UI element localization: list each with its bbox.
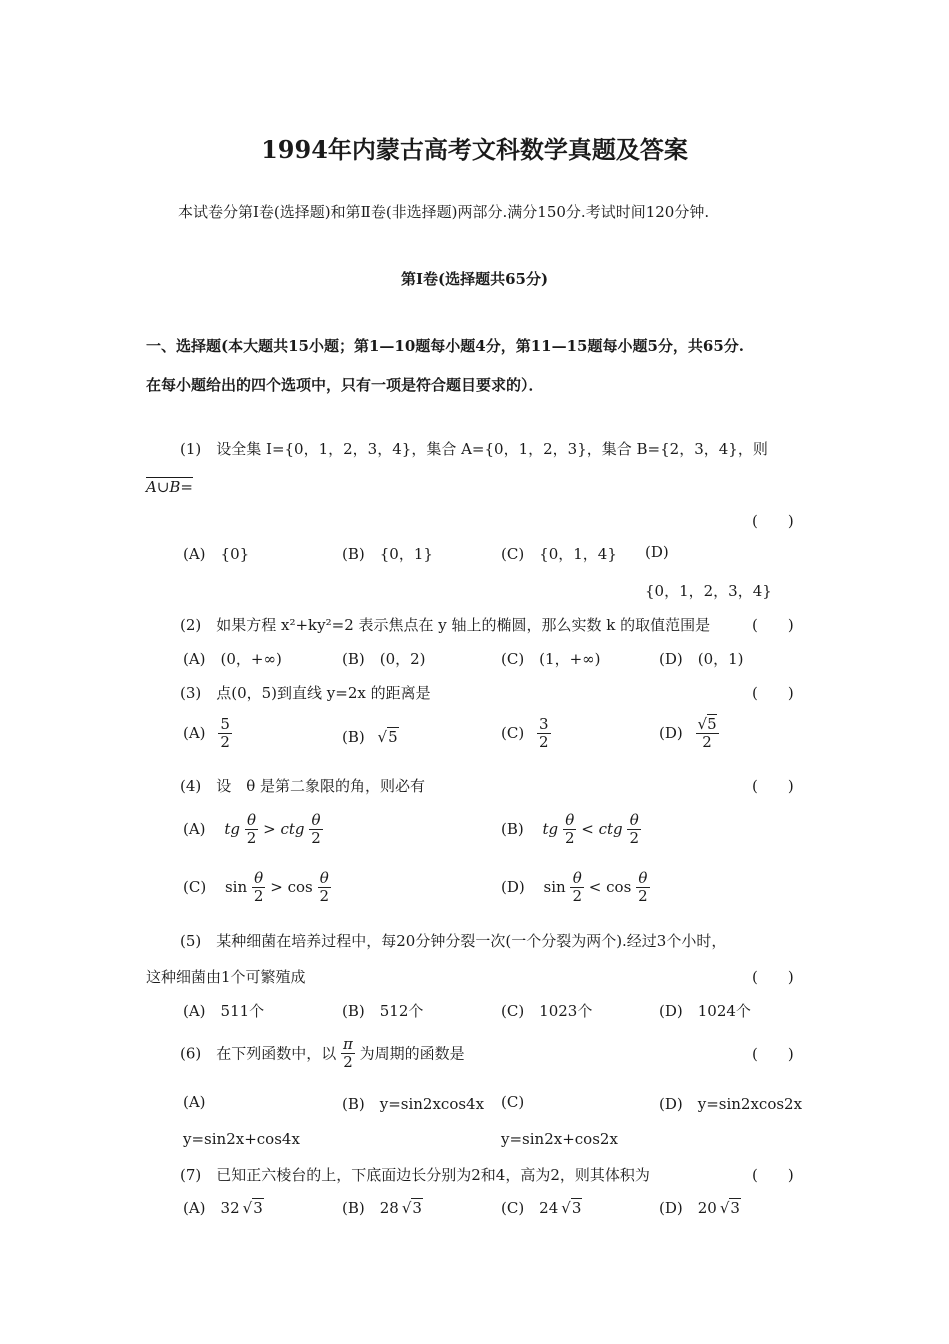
q1-set-expr: A∪B= [146,478,193,496]
fraction-denominator: 2 [564,828,575,847]
q7-answer-bracket: ( ) [752,1166,794,1184]
q6-stem [180,1036,465,1070]
greater-than-sign: > [263,820,276,838]
q7-option-d [659,1197,741,1218]
q3-option-c-fraction [537,716,551,750]
q1-stem: (1) 设全集 I={0，1，2，3，4}，集合 A={0，1，2，3}，集合 B={2，3，4}，则 [180,440,768,458]
q3-option-b [342,728,399,746]
sqrt-symbol: √3 [242,1199,263,1217]
q4-option-a [183,812,323,846]
fraction-numerator: θ [245,812,259,830]
q5-stem-cont: 这种细菌由1个可繁殖成 [146,968,306,986]
q4-option-b [501,812,641,846]
q1-option-b: (B) {0，1} [342,545,433,563]
q3-option-a [183,716,232,750]
q3-option-a-fraction [218,716,232,750]
q6-answer-bracket: ( ) [752,1045,794,1063]
ctg-function: ctg [280,820,305,838]
fraction-denominator: 2 [246,828,257,847]
q4-option-c [183,870,331,904]
part-heading: 第Ⅰ卷(选择题共65分) [400,270,549,288]
q5-option-c: (C) 1023个 [501,1002,593,1020]
theta-half-fraction [309,812,323,846]
q2-stem: (2) 如果方程 x²+ky²=2 表示焦点在 y 轴上的椭圆，那么实数 k 的取值范围是 [180,616,711,634]
intro-text: 本试卷分第Ⅰ卷(选择题)和第Ⅱ卷(非选择题)两部分.满分150分.考试时间120分钟. [178,203,710,221]
q7-option-d-label: (D) 20 [659,1199,717,1217]
q5-option-d: (D) 1024个 [659,1002,751,1020]
theta-half-fraction [245,812,259,846]
fraction-numerator: θ [252,870,266,888]
section-heading-cont: 在每小题给出的四个选项中，只有一项是符合题目要求的）． [146,376,544,394]
q7-option-a-label: (A) 32 [183,1199,240,1217]
q2-option-c: (C) (1，+∞) [501,650,601,668]
fraction-numerator: θ [570,870,584,888]
radicand: 3 [571,1199,582,1217]
fraction-numerator: θ [636,870,650,888]
q4-option-a-label: (A) [183,820,206,838]
fraction-denominator: 2 [638,886,648,905]
q4-option-d-label: (D) [501,878,525,896]
sqrt-symbol: √3 [401,1199,422,1217]
q4-answer-bracket: ( ) [752,777,794,795]
sqrt-symbol: √3 [561,1199,582,1217]
fraction-numerator: θ [563,812,577,830]
q3-stem: (3) 点(0，5)到直线 y=2x 的距离是 [180,684,431,702]
q2-option-d: (D) (0，1) [659,650,744,668]
radicand: 5 [388,728,398,746]
radicand: 5 [707,715,717,733]
q3-option-a-label: (A) [183,724,206,742]
fraction-numerator: π [343,1035,353,1053]
q3-option-d-fraction [696,716,719,750]
q1-option-d-value: {0，1，2，3，4} [645,582,772,600]
fraction-denominator: 2 [220,732,230,751]
q1-option-c: (C) {0，1，4} [501,545,617,563]
fraction-denominator: 2 [629,828,639,847]
less-than-sign: < [581,820,594,838]
fraction-denominator: 2 [702,732,712,751]
q3-option-d [659,716,719,750]
radicand: 3 [253,1199,263,1217]
fraction-numerator: 5 [220,715,230,733]
q1-option-a: (A) {0} [183,545,250,563]
q1-answer-bracket: ( ) [752,512,794,530]
radicand: 3 [412,1199,422,1217]
q5-answer-bracket: ( ) [752,968,794,986]
q3-answer-bracket: ( ) [752,684,794,702]
fraction-numerator: √5 [697,715,717,733]
theta-half-fraction [636,870,650,904]
q2-answer-bracket: ( ) [752,616,794,634]
cos-function: cos [606,878,632,896]
theta-half-fraction [563,812,577,846]
fraction-numerator: θ [318,870,332,888]
sqrt-symbol: √3 [719,1199,740,1217]
fraction-numerator: θ [309,812,323,830]
q7-option-a [183,1197,264,1218]
fraction-denominator: 2 [572,886,582,905]
q7-stem: (7) 已知正六棱台的上，下底面边长分别为2和4，高为2，则其体积为 [180,1166,650,1184]
q3-option-c-label: (C) [501,724,525,742]
q6-option-a: (A) [183,1093,206,1111]
less-than-sign: < [588,878,602,896]
q6-option-b: (B) y=sin2xcos4x [342,1095,485,1113]
ctg-function: ctg [598,820,623,838]
q6-option-c: (C) [501,1093,525,1111]
q6-stem-pre: (6) 在下列函数中，以 [180,1044,337,1063]
pi-half-fraction [341,1036,355,1070]
fraction-denominator: 2 [319,886,330,905]
q7-option-c-label: (C) 24 [501,1199,559,1217]
cos-function: cos [287,878,313,896]
q1-stem-expr [146,478,193,496]
page-title: 1994年内蒙古高考文科数学真题及答案 [261,135,688,164]
q2-option-a: (A) (0，+∞) [183,650,282,668]
theta-half-fraction [570,870,584,904]
tg-function: tg [224,820,240,838]
q5-option-a: (A) 511个 [183,1002,265,1020]
greater-than-sign: > [270,878,283,896]
q4-stem: (4) 设 θ 是第二象限的角，则必有 [180,777,426,795]
q5-stem: (5) 某种细菌在培养过程中，每20分钟分裂一次(一个分裂为两个).经过3个小时， [180,932,727,950]
q5-option-b: (B) 512个 [342,1002,424,1020]
sqrt-symbol: √5 [377,728,398,746]
fraction-numerator: 3 [538,715,549,733]
q1-option-d: (D) [645,543,669,561]
section-heading: 一、选择题(本大题共15小题；第1—10题每小题4分，第11—15题每小题5分，共65分. [146,337,745,355]
fraction-denominator: 2 [311,828,321,847]
q6-option-d: (D) y=sin2xcos2x [659,1095,803,1113]
q6-option-a-value: y=sin2x+cos4x [183,1130,300,1148]
fraction-denominator: 2 [343,1052,353,1071]
fraction-numerator: θ [627,812,641,830]
q3-option-b-label: (B) [342,728,365,746]
theta-half-fraction [627,812,641,846]
q6-stem-post: 为周期的函数是 [359,1044,465,1063]
q2-option-b: (B) (0，2) [342,650,426,668]
fraction-denominator: 2 [253,886,264,905]
q6-option-c-value: y=sin2x+cos2x [501,1130,618,1148]
radicand: 3 [730,1199,740,1217]
q7-option-b [342,1197,423,1218]
q7-option-b-label: (B) 28 [342,1199,399,1217]
q4-option-c-label: (C) [183,878,207,896]
theta-half-fraction [318,870,332,904]
q4-option-b-label: (B) [501,820,524,838]
sin-function: sin [543,878,566,896]
sin-function: sin [224,878,248,896]
q4-option-d [501,870,650,904]
q3-option-c [501,716,551,750]
q7-option-c [501,1197,582,1218]
fraction-denominator: 2 [538,732,549,751]
theta-half-fraction [252,870,266,904]
tg-function: tg [542,820,559,838]
q3-option-d-label: (D) [659,724,683,742]
